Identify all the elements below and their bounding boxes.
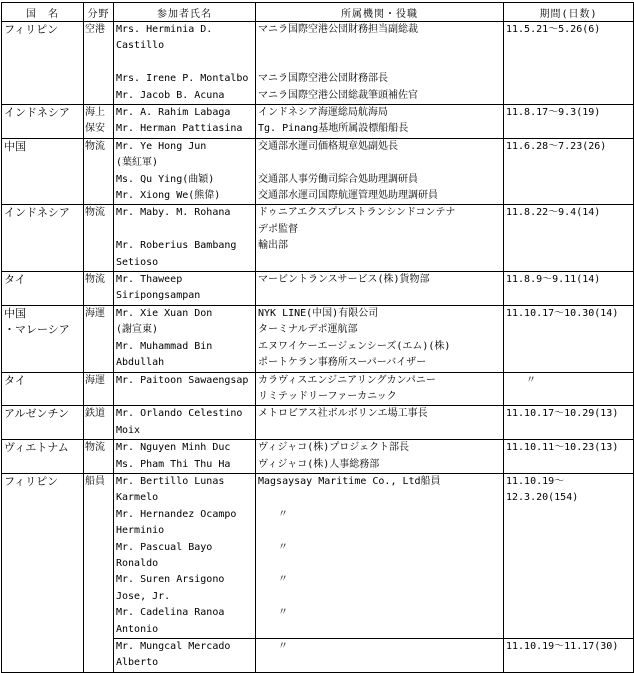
org-cell-line: ポートケラン事務所スーパーバイザー (258, 357, 427, 369)
org-cell-line (258, 288, 501, 304)
org-cell (256, 105, 504, 139)
country-cell (2, 205, 84, 272)
field-cell (84, 138, 114, 205)
org-cell-line: Tg. Pinang基地所属設標船船長 (258, 123, 409, 135)
name-cell-line (116, 55, 253, 71)
country-cell-line: フィリピン (4, 23, 59, 36)
org-cell (256, 205, 504, 272)
name-cell-line: Herminio (116, 525, 165, 537)
org-cell-line (258, 589, 501, 605)
org-cell-line: Magsaysay Maritime Co., Ltd船員 (258, 475, 441, 487)
org-cell (256, 406, 504, 440)
table-row (2, 406, 634, 440)
period-cell (504, 105, 634, 139)
country-cell (2, 272, 84, 306)
field-cell-line: 物流 (85, 207, 105, 219)
table-row (2, 105, 634, 139)
name-cell (114, 22, 256, 105)
period-cell (504, 406, 634, 440)
field-cell-line: 海運 (85, 307, 105, 319)
table-row (2, 372, 634, 406)
name-cell (114, 138, 256, 205)
field-cell (84, 372, 114, 406)
org-cell-line (258, 255, 501, 271)
period-cell-line: 11.10.19～11.17(30) (506, 641, 619, 652)
name-cell-line: Karmelo (116, 492, 159, 504)
country-cell (2, 406, 84, 440)
country-cell-line: フィリピン (4, 474, 59, 488)
name-cell-line: Moix (116, 424, 141, 436)
period-cell-line: 11.10.19～ (506, 475, 565, 487)
period-cell (504, 305, 634, 372)
field-cell-line: 海運 (85, 374, 105, 386)
name-cell-line: Mr. Thaweep (116, 274, 183, 286)
org-cell-line (258, 556, 501, 572)
period-cell (504, 138, 634, 205)
period-cell-line: 11.8.22～9.4(14) (506, 207, 601, 219)
country-cell (2, 440, 84, 474)
org-cell-line (258, 55, 501, 71)
name-cell-line: Mr. Xie Xuan Don (116, 307, 213, 319)
name-cell-line: Ms. Qu Ying(曲穎) (116, 173, 215, 185)
header-country: 国 名 (2, 3, 84, 22)
field-cell-line: 保安 (85, 123, 105, 135)
org-cell-line: 交通部人事労働司綜合処助理調研員 (258, 173, 418, 185)
name-cell-line: Alberto (116, 657, 159, 669)
org-cell-line: 〃 (258, 641, 288, 652)
country-cell-line: ヴィエトナム (4, 441, 69, 455)
org-cell-line: ヴィジャコ(株)プロジェクト部長 (258, 442, 410, 454)
period-cell-line: 11.10.17～10.29(13) (506, 408, 619, 420)
table-row (2, 205, 634, 272)
org-cell-line: リミテッドリーファーカニック (258, 390, 397, 402)
name-cell-line (116, 222, 253, 238)
name-cell-line: Mr. Herman Pattiasina (116, 123, 243, 135)
country-cell-line: タイ (4, 373, 26, 387)
country-cell-line: タイ (4, 273, 26, 287)
field-cell (84, 205, 114, 272)
header-name: 参加者氏名 (114, 3, 256, 22)
org-cell-line: 輸出部 (258, 240, 288, 252)
name-cell-line: Jose, Jr. (116, 590, 171, 602)
name-cell-line: (葉紅軍) (116, 157, 159, 169)
name-cell (114, 639, 256, 673)
country-cell-line: インドネシア (4, 206, 70, 220)
field-cell-line: 船員 (85, 475, 105, 487)
name-cell-line: Mr. Pascual Bayo (116, 541, 213, 553)
org-cell-line: デポ監督 (258, 223, 298, 235)
name-cell-line: Setioso (116, 256, 159, 268)
country-cell (2, 372, 84, 406)
period-cell-line: 11.8.17～9.3(19) (506, 107, 601, 119)
org-cell-line: ヴィジャコ(株)人事総務部 (258, 458, 380, 470)
period-cell-line: 11.10.17～10.30(14) (506, 307, 619, 319)
org-cell-line: マービントランスサービス(株)貨物部 (258, 274, 430, 286)
field-cell-line: 物流 (85, 274, 105, 286)
org-cell-line: 交通部水運司国際航運管理処助理調研員 (258, 190, 438, 202)
field-cell (84, 105, 114, 139)
period-cell (504, 440, 634, 474)
period-cell (504, 639, 634, 673)
org-cell-line: カラヴィスエンジニアリングカンパニー (258, 374, 436, 386)
name-cell (114, 105, 256, 139)
country-cell (2, 22, 84, 105)
period-cell (504, 272, 634, 306)
name-cell-line: Mr. Paitoon Sawaengsap (116, 374, 249, 386)
name-cell-line: Mr. Maby. M. Rohana (116, 207, 231, 219)
org-cell (256, 272, 504, 306)
field-cell (84, 305, 114, 372)
org-cell-line: 交通部水運司価格規章処副処長 (258, 140, 398, 152)
field-cell (84, 272, 114, 306)
name-cell-line: Siripongsampan (116, 290, 201, 302)
field-cell (84, 406, 114, 440)
name-cell-line: Mr. Suren Arsigono (116, 574, 225, 586)
period-cell-line: 12.3.20(154) (506, 492, 579, 504)
name-cell-line: Mr. Xiong We(熊偉) (116, 190, 221, 202)
name-cell-line: Mr. Roberius Bambang (116, 240, 237, 252)
field-cell-line: 空港 (85, 24, 105, 35)
field-cell (84, 440, 114, 474)
org-cell (256, 639, 504, 673)
org-cell-line: マニラ国際空港公団財務部長 (258, 73, 388, 85)
org-cell-line: メトロビアス社ボルボリンエ場工事長 (258, 408, 428, 420)
header-row (2, 3, 634, 22)
country-cell-line: インドネシア (4, 106, 70, 120)
name-cell-line: Mrs. Irene P. Montalbo (116, 73, 249, 85)
name-cell-line: (謝宣東) (116, 324, 159, 336)
table-row (2, 473, 634, 638)
field-cell-line: 鉄道 (85, 408, 105, 420)
period-cell-line: 11.5.21～5.26(6) (506, 24, 601, 35)
org-cell-line (258, 155, 501, 171)
org-cell-line: エヌワイケーエージェンシーズ(エム)(株) (258, 340, 451, 352)
name-cell (114, 406, 256, 440)
org-cell-line: ターミナルデポ運航部 (258, 324, 358, 336)
name-cell-line: Mr. Orlando Celestino (116, 408, 243, 420)
name-cell-line: Ms. Pham Thi Thu Ha (116, 458, 231, 470)
header-period: 期間(日数) (504, 3, 634, 22)
org-cell-line (258, 523, 501, 539)
name-cell (114, 473, 256, 638)
org-cell-line: インドネシア海運総局航海局 (258, 107, 388, 119)
country-cell-line: 中国 (4, 139, 26, 153)
name-cell-line: Castillo (116, 40, 165, 52)
table-row (2, 440, 634, 474)
period-cell (504, 473, 634, 638)
period-cell-line: 11.6.28～7.23(26) (506, 140, 607, 152)
org-cell-line: 〃 (258, 574, 288, 586)
table-row (2, 22, 634, 105)
country-cell (2, 105, 84, 139)
org-cell (256, 138, 504, 205)
name-cell-line: Ronaldo (116, 557, 159, 569)
org-cell-line: マニラ国際空港公団財務担当副総裁 (258, 24, 418, 35)
period-cell (504, 372, 634, 406)
org-cell (256, 22, 504, 105)
table-row (2, 305, 634, 372)
table-row (2, 138, 634, 205)
country-cell (2, 305, 84, 372)
header-field: 分野 (84, 3, 114, 22)
name-cell-line: Mr. Bertillo Lunas (116, 475, 225, 487)
country-cell-line: アルゼンチン (4, 407, 70, 421)
org-cell-line (258, 38, 501, 54)
period-cell-line: 11.8.9～9.11(14) (506, 274, 601, 286)
name-cell (114, 372, 256, 406)
country-cell-line: ・マレーシア (4, 323, 70, 337)
org-cell-line: 〃 (258, 607, 288, 619)
table-body (2, 22, 634, 673)
name-cell-line: Antonio (116, 623, 159, 635)
name-cell-line: Mr. Jacob B. Acuna (116, 89, 225, 101)
header-org: 所属機関・役職 (256, 3, 504, 22)
name-cell-line (116, 389, 253, 405)
name-cell (114, 205, 256, 272)
name-cell-line: Abdullah (116, 357, 165, 369)
org-cell (256, 440, 504, 474)
name-cell (114, 440, 256, 474)
name-cell (114, 272, 256, 306)
field-cell-line: 物流 (85, 442, 105, 454)
name-cell-line: Mr. A. Rahim Labaga (116, 107, 231, 119)
table-row (2, 272, 634, 306)
name-cell-line: Mr. Muhammad Bin (116, 340, 213, 352)
name-cell-line: Mrs. Herminia D. (116, 24, 213, 35)
org-cell-line (258, 423, 501, 439)
org-cell-line: 〃 (258, 508, 288, 520)
org-cell-line: 〃 (258, 541, 288, 553)
org-cell (256, 305, 504, 372)
org-cell-line (258, 622, 501, 638)
period-cell (504, 22, 634, 105)
participants-table (1, 2, 634, 673)
name-cell-line: Mr. Hernandez Ocampo (116, 508, 237, 520)
org-cell (256, 372, 504, 406)
name-cell-line: Mr. Mungcal Mercado (116, 641, 231, 652)
field-cell-line: 物流 (85, 140, 105, 152)
name-cell-line: Mr. Cadelina Ranoa (116, 607, 225, 619)
period-cell-line: 11.10.11～10.23(13) (506, 442, 619, 454)
org-cell-line (258, 655, 501, 671)
org-cell-line (258, 490, 501, 506)
name-cell-line: Mr. Nguyen Minh Duc (116, 442, 231, 454)
period-cell-line: 〃 (506, 374, 536, 386)
name-cell (114, 305, 256, 372)
org-cell-line: マニラ国際空港公団総裁筆頭補佐官 (258, 89, 418, 101)
field-cell (84, 473, 114, 672)
org-cell-line: NYK LINE(中国)有限公司 (258, 307, 379, 319)
country-cell-line: 中国 (4, 306, 26, 320)
country-cell (2, 473, 84, 672)
country-cell (2, 138, 84, 205)
field-cell (84, 22, 114, 105)
period-cell (504, 205, 634, 272)
org-cell (256, 473, 504, 638)
org-cell-line: ドゥニアエクスプレストランシンドコンテナ (258, 207, 456, 219)
field-cell-line: 海上 (85, 107, 105, 119)
name-cell-line: Mr. Ye Hong Jun (116, 140, 207, 152)
